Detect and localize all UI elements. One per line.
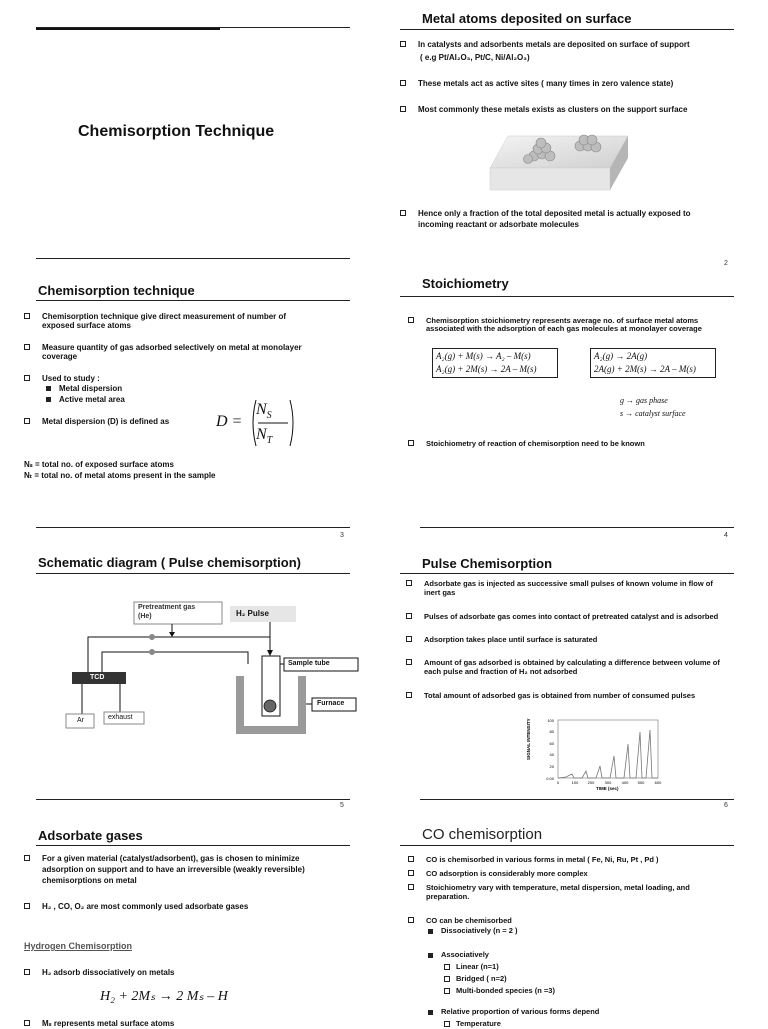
title-rule bbox=[36, 300, 350, 301]
xtick: 400 bbox=[621, 780, 629, 785]
legend: s → catalyst surface bbox=[620, 409, 686, 418]
title-rule bbox=[400, 845, 734, 846]
legend: g → gas phase bbox=[620, 396, 668, 405]
sub-heading: Hydrogen Chemisorption bbox=[24, 941, 133, 951]
ytick: 100 bbox=[547, 718, 554, 723]
sub-sub-bullet-label: Multi-bonded species (n =3) bbox=[456, 986, 555, 995]
sub-bullet-label: Associatively bbox=[441, 950, 489, 959]
bullet-cont: adsorption on support and to have an irreversible (weakly reversible) bbox=[42, 865, 305, 874]
slide-title: Pulse Chemisorption bbox=[422, 556, 553, 571]
slide-1 bbox=[0, 0, 384, 270]
title-rule bbox=[400, 296, 734, 297]
slide-4: Stoichiometry Chemisorption stoichiometry represents average no. of surface metal atoms associated with the adsorption of each gas molecules at monolayer coverage A₂(g) + M(s) → A₂ – M(s) A₂(g) + 2M(s) → 2A – M(s) A₂(g) → 2A(g) 2A(g) + 2M(s) → 2A – M(s) g → gas phase s → catalyst surface Stoichiometry of reaction of chemisorption need to be known 4 bbox=[384, 256, 768, 526]
slide-5 bbox=[0, 540, 384, 810]
ytick: 60 bbox=[549, 741, 554, 746]
sub-bullet bbox=[428, 1007, 599, 1017]
slide-2: Metal atoms deposited on surface In catalysts and adsorbents metals are deposited on surface of support ( e.g Pt/Al₂O₃, Pt/C, Ni/Al₂O₃) These metals act as active sites ( many times in zero valence state) Most commonly these metals exists as clusters on the support surface Hence only a fraction of the total deposited metal is actually exposed to incoming reactant or adsorbate molecules 2 bbox=[384, 0, 768, 270]
formula-numerator: $N_S$ bbox=[256, 401, 272, 422]
slide-title: Stoichiometry bbox=[422, 276, 509, 291]
pulse-signal-chart bbox=[520, 716, 670, 796]
sub-sub-bullet bbox=[444, 986, 555, 996]
ytick: 40 bbox=[549, 752, 554, 757]
chart-yticks bbox=[546, 718, 555, 781]
page-number: 3 bbox=[340, 532, 344, 539]
sub-sub-bullet-label: Temperature bbox=[456, 1019, 501, 1028]
page-number: 2 bbox=[724, 260, 728, 267]
sub-bullet bbox=[428, 926, 518, 936]
bullet-cont: inert gas bbox=[424, 588, 456, 597]
bullet-cont: ( e.g Pt/Al₂O₃, Pt/C, Ni/Al₂O₃) bbox=[420, 53, 530, 62]
bottom-rule bbox=[36, 527, 350, 528]
ytick: 20 bbox=[549, 764, 554, 769]
slide-title: Adsorbate gases bbox=[38, 828, 143, 843]
slide-title: Chemisorption Technique bbox=[78, 123, 275, 140]
top-rule bbox=[36, 258, 350, 259]
title-rule bbox=[36, 845, 350, 846]
title-rule bbox=[400, 29, 734, 30]
bullet-cont: incoming reactant or adsorbate molecules bbox=[418, 220, 579, 229]
sub-bullet-label: Active metal area bbox=[59, 395, 125, 404]
bullet-cont: coverage bbox=[42, 352, 78, 361]
support-surface-illustration bbox=[488, 132, 630, 194]
sub-bullet-label: Relative proportion of various forms depend bbox=[441, 1007, 600, 1016]
page-number: 6 bbox=[724, 802, 728, 809]
ar-label: Ar bbox=[77, 717, 84, 724]
sub-sub-bullet bbox=[444, 1019, 501, 1029]
xtick: 200 bbox=[587, 780, 595, 785]
sub-sub-bullet bbox=[444, 974, 507, 984]
furnace-label: Furnace bbox=[317, 700, 345, 707]
chart-xticks bbox=[557, 780, 662, 785]
slide-title: Chemisorption technique bbox=[38, 283, 195, 298]
formula-denominator: $N_T$ bbox=[256, 426, 273, 447]
sub-bullet bbox=[428, 950, 489, 960]
bullet-cont: exposed surface atoms bbox=[42, 321, 131, 330]
sub-bullet bbox=[46, 384, 122, 394]
slide-title: Schematic diagram ( Pulse chemisorption) bbox=[38, 555, 301, 570]
sub-bullet-label: Metal dispersion bbox=[59, 384, 123, 393]
tcd-label: TCD bbox=[90, 674, 105, 681]
ytick: 0.00 bbox=[546, 776, 554, 781]
pulse-chemisorption-schematic bbox=[0, 540, 384, 810]
sample-tube-label: Sample tube bbox=[288, 660, 330, 667]
equation: A₂(g) + M(s) → A₂ – M(s) bbox=[436, 351, 531, 361]
xtick: 100 bbox=[571, 780, 579, 785]
top-rule-accent bbox=[36, 28, 220, 30]
equation-box-right bbox=[590, 348, 716, 378]
definition: Nₛ = total no. of exposed surface atoms bbox=[24, 460, 174, 469]
equation-box-left bbox=[432, 348, 558, 378]
xtick: 300 bbox=[604, 780, 612, 785]
sub-sub-bullet-label: Bridged ( n=2) bbox=[456, 974, 507, 983]
equation: A₂(g) → 2A(g) bbox=[594, 351, 648, 361]
page-number: 4 bbox=[724, 532, 728, 539]
bottom-rule bbox=[420, 527, 734, 528]
sub-sub-bullet-label: Linear (n=1) bbox=[456, 962, 499, 971]
xtick: 500 bbox=[637, 780, 645, 785]
slide-7: Adsorbate gases For a given material (catalyst/adsorbent), gas is chosen to minimize adsorption on support and to have an irreversible (weakly reversible) chemisorptions on metal H₂ , CO, O₂ are most commonly used adsorbate gases Hydrogen Chemisorption H₂ adsorb dissociatively on metals H₂ + 2Mₛ → 2 Mₛ – H Mₛ represents metal surface atoms bbox=[0, 820, 384, 1024]
chart-ylabel: SIGNAL INTENSITY bbox=[526, 718, 531, 760]
sub-bullet-label: Dissociatively (n = 2 ) bbox=[441, 926, 518, 935]
sub-sub-bullet bbox=[444, 962, 499, 972]
equation: 2A(g) + 2M(s) → 2A – M(s) bbox=[594, 364, 696, 374]
bottom-rule bbox=[36, 799, 350, 800]
slide-6: Pulse Chemisorption Adsorbate gas is injected as successive small pulses of known volume in flow of inert gas Pulses of adsorbate gas comes into contact of pretreated catalyst and is adsorbed Adsorption takes place until surface is saturated Amount of gas adsorbed is obtained by calculating a difference between volume of each pulse and fraction of H₂ not adsorbed Total amount of adsorbed gas is obtained from number of consumed pulses SIGNAL INTENSITY TIME (sec) 100 80 60 40 20 0.00 0 100 200 300 400 500 600 6 bbox=[384, 540, 768, 810]
xtick: 600 bbox=[654, 780, 662, 785]
bullet-cont: preparation. bbox=[426, 892, 470, 901]
equation: A₂(g) + 2M(s) → 2A – M(s) bbox=[436, 364, 537, 374]
formula-lhs: D = bbox=[216, 413, 243, 430]
slide-3: Chemisorption technique Chemisorption technique give direct measurement of number of exposed surface atoms Measure quantity of gas adsorbed selectively on metal at monolayer coverage Used to study : Metal dispersion Active metal area Metal dispersion (D) is defined as D = $N_S$ $N_T$ Nₛ = total no. of exposed surface atoms Nₜ = total no. of metal atoms present in the sample 3 bbox=[0, 256, 384, 526]
ytick: 80 bbox=[549, 729, 554, 734]
sub-bullet bbox=[46, 395, 125, 405]
bullet-cont: each pulse and fraction of H₂ not adsorbed bbox=[424, 667, 578, 676]
bullet-cont: chemisorptions on metal bbox=[42, 876, 137, 885]
bullet-cont: associated with the adsorption of each gas molecules at monolayer coverage bbox=[426, 324, 702, 333]
equation: H₂ + 2Mₛ → 2 Mₛ – H bbox=[100, 989, 228, 1004]
bottom-rule bbox=[420, 799, 734, 800]
dispersion-formula bbox=[216, 398, 296, 448]
slide-title: CO chemisorption bbox=[422, 826, 543, 843]
pretreatment-gas-label: Pretreatment gas (He) bbox=[138, 604, 196, 620]
page-number: 5 bbox=[340, 802, 344, 809]
h2-pulse-label: H₂ Pulse bbox=[236, 609, 269, 618]
slide-8: CO chemisorption CO is chemisorbed in various forms in metal ( Fe, Ni, Ru, Pt , Pd ) CO adsorption is considerably more complex Stoichiometry vary with temperature, metal dispersion, metal loading, and preparation. CO can be chemisorbed Dissociatively (n = 2 ) Associatively Linear (n=1) Bridged ( n=2) Multi-bonded species (n =3) Relative proportion of various forms depend Temperature bbox=[384, 820, 768, 1024]
title-rule bbox=[400, 573, 734, 574]
xtick: 0 bbox=[556, 780, 560, 785]
chart-xlabel: TIME (sec) bbox=[596, 786, 619, 791]
definition: Nₜ = total no. of metal atoms present in the sample bbox=[24, 471, 216, 480]
slide-title: Metal atoms deposited on surface bbox=[422, 11, 632, 26]
exhaust-label: exhaust bbox=[108, 714, 133, 721]
